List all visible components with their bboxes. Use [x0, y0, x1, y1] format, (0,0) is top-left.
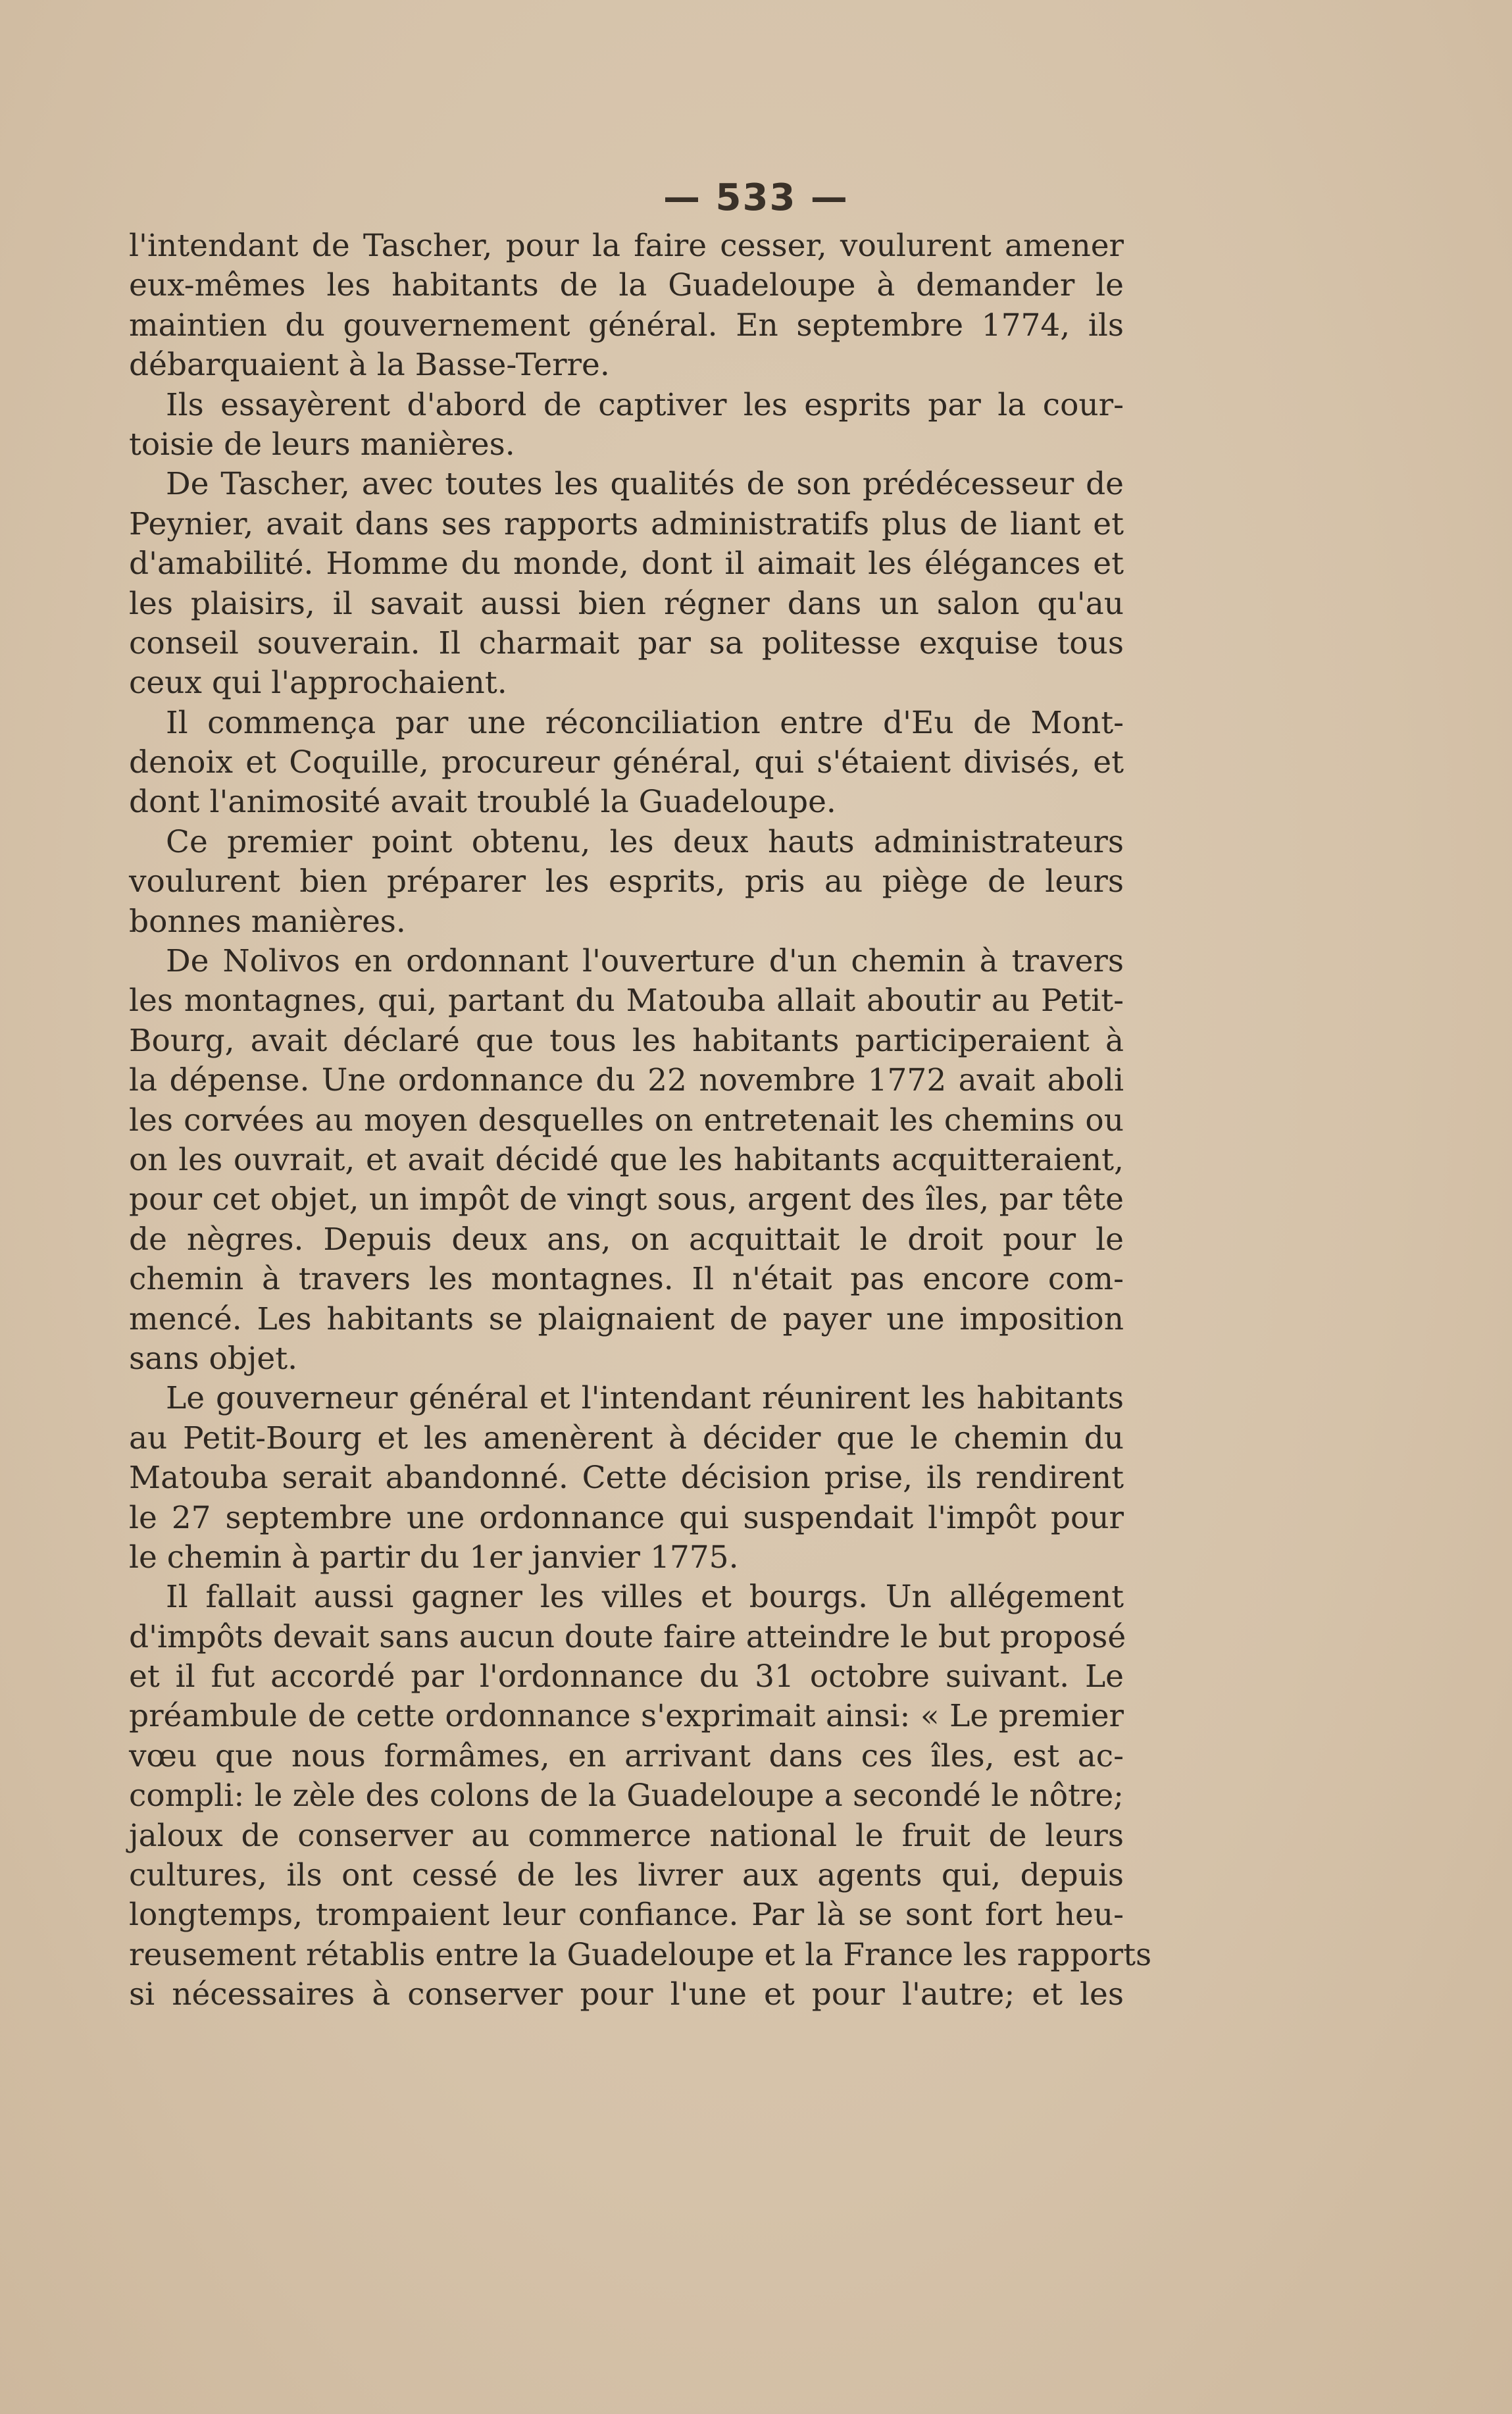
- text-line: si nécessaires à conserver pour l'une et pour l'autre; et les: [129, 1976, 1124, 2013]
- text-line: bonnes manières.: [129, 903, 406, 940]
- text-line: longtemps, trompaient leur confiance. Par là se sont fort heu-: [129, 1897, 1124, 1934]
- text-line: le chemin à partir du 1er janvier 1775.: [129, 1539, 739, 1576]
- text-line: maintien du gouvernement général. En septembre 1774, ils: [129, 307, 1124, 344]
- text-line: conseil souverain. Il charmait par sa politesse exquise tous: [129, 625, 1124, 661]
- text-line: préambule de cette ordonnance s'exprimait ainsi: « Le premier: [129, 1698, 1124, 1735]
- text-line: reusement rétablis entre la Guadeloupe et la France les rapports: [129, 1936, 1152, 1973]
- text-line: voulurent bien préparer les esprits, pris au piège de leurs: [129, 863, 1124, 900]
- text-line: Ce premier point obtenu, les deux hauts administrateurs: [166, 823, 1124, 860]
- text-line: sans objet.: [129, 1340, 298, 1377]
- text-line: Bourg, avait déclaré que tous les habitants participeraient à: [129, 1022, 1124, 1059]
- text-line: au Petit-Bourg et les amenèrent à décider que le chemin du: [129, 1420, 1124, 1456]
- text-line: Peynier, avait dans ses rapports administratifs plus de liant et: [129, 505, 1124, 542]
- text-line: chemin à travers les montagnes. Il n'était pas encore com-: [129, 1261, 1124, 1298]
- text-line: Matouba serait abandonné. Cette décision prise, ils rendirent: [129, 1460, 1124, 1497]
- text-line: ceux qui l'approchaient.: [129, 665, 507, 702]
- text-line: Le gouverneur général et l'intendant réunirent les habitants: [166, 1380, 1124, 1417]
- text-line: eux-mêmes les habitants de la Guadeloupe à demander le: [129, 267, 1124, 304]
- text-line: Il commença par une réconciliation entre d'Eu de Mont-: [166, 704, 1124, 741]
- text-line: et il fut accordé par l'ordonnance du 31 octobre suivant. Le: [129, 1658, 1124, 1695]
- page-number: — 533 —: [663, 176, 849, 219]
- text-line: d'impôts devait sans aucun doute faire atteindre le but proposé: [129, 1618, 1126, 1655]
- text-line: dont l'animosité avait troublé la Guadeloupe.: [129, 784, 836, 821]
- body-text: [129, 226, 1152, 2015]
- text-line: d'amabilité. Homme du monde, dont il aimait les élégances et: [129, 546, 1124, 582]
- text-line: De Nolivos en ordonnant l'ouverture d'un chemin à travers: [166, 943, 1124, 980]
- text-line: cultures, ils ont cessé de les livrer aux agents qui, depuis: [129, 1857, 1124, 1894]
- text-line: De Tascher, avec toutes les qualités de son prédécesseur de: [166, 466, 1124, 503]
- text-line: de nègres. Depuis deux ans, on acquittait le droit pour le: [129, 1221, 1124, 1258]
- text-line: la dépense. Une ordonnance du 22 novembre 1772 avait aboli: [129, 1062, 1124, 1099]
- text-line: débarquaient à la Basse-Terre.: [129, 347, 610, 384]
- text-line: les corvées au moyen desquelles on entretenait les chemins ou: [129, 1102, 1124, 1139]
- text-line: pour cet objet, un impôt de vingt sous, argent des îles, par tête: [129, 1181, 1124, 1218]
- text-line: Ils essayèrent d'abord de captiver les esprits par la cour-: [166, 386, 1124, 423]
- text-line: vœu que nous formâmes, en arrivant dans ces îles, est ac-: [129, 1737, 1124, 1774]
- text-line: le 27 septembre une ordonnance qui suspendait l'impôt pour: [129, 1499, 1124, 1536]
- text-line: denoix et Coquille, procureur général, qui s'étaient divisés, et: [129, 744, 1124, 781]
- text-line: mencé. Les habitants se plaignaient de payer une imposition: [129, 1300, 1124, 1337]
- text-line: les montagnes, qui, partant du Matouba allait aboutir au Petit-: [129, 983, 1124, 1019]
- text-line: l'intendant de Tascher, pour la faire cesser, voulurent amener: [129, 228, 1124, 264]
- text-line: compli: le zèle des colons de la Guadeloupe a secondé le nôtre;: [129, 1778, 1124, 1814]
- text-line: les plaisirs, il savait aussi bien régner dans un salon qu'au: [129, 585, 1124, 622]
- text-line: Il fallait aussi gagner les villes et bourgs. Un allégement: [166, 1579, 1124, 1616]
- text-line: jaloux de conserver au commerce national le fruit de leurs: [129, 1817, 1124, 1854]
- text-line: toisie de leurs manières.: [129, 426, 515, 463]
- text-line: on les ouvrait, et avait décidé que les habitants acquitteraient,: [129, 1141, 1124, 1178]
